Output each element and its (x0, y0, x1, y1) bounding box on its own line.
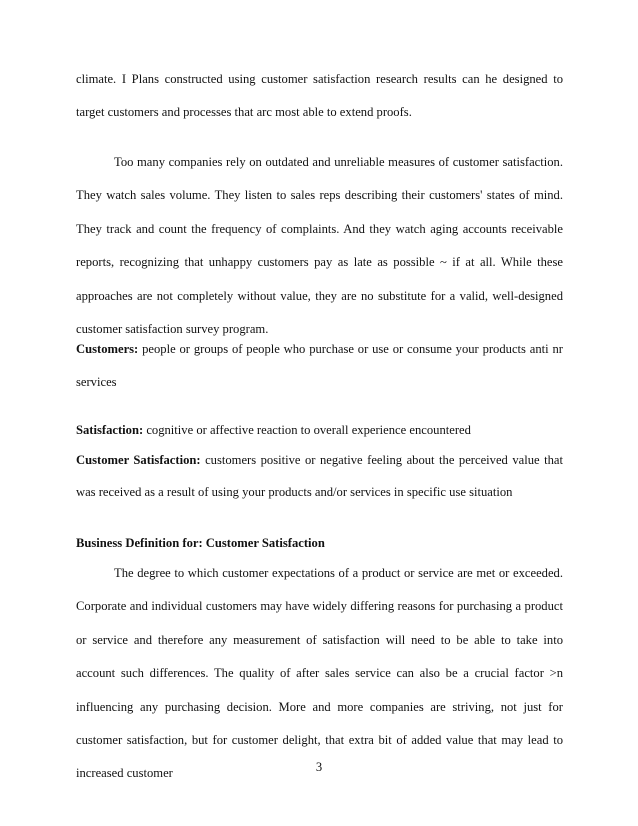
definition-term: Customers: (76, 342, 139, 356)
definition-term: Satisfaction: (76, 423, 144, 437)
definition-customers (76, 333, 563, 400)
page-number: 3 (315, 760, 323, 774)
paragraph-climate: climate. I Plans constructed using customer satisfaction research results can he designed to target customers and processes that arc most able to extend proofs. (76, 72, 563, 120)
definition-text: customers positive or negative feeling about the perceived value that was received as a result of using your products and/or services in specific use situation (76, 453, 563, 499)
section-heading: Business Definition for: Customer Satisfaction (76, 536, 325, 550)
definition-text: people or groups of people who purchase or use or consume your products anti nr services (76, 342, 563, 390)
definition-customer-satisfaction (76, 444, 563, 508)
definition-term: Customer Satisfaction: (76, 453, 201, 467)
paragraph-business-definition: The degree to which customer expectations of a product or service are met or exceeded. Corporate and individual customers may have widely differing reasons for purchasing a product or service and therefore any measurement of satisfaction will need to be able to take into account such differences. The quality of after sales service can also be a crucial factor >n influencing any purchasing decision. More and more companies are striving, not just for customer satisfaction, but for customer delight, that extra bit of added value that may lead to increased customer (76, 566, 563, 781)
definition-satisfaction (76, 419, 563, 441)
paragraph-outdated-measures: Too many companies rely on outdated and unreliable measures of customer satisfaction. They watch sales volume. They listen to sales reps describing their customers' states of mind. They track and count the frequency of complaints. And they watch aging accounts receivable reports, recognizing that unhappy customers pay as late as possible ~ if at all. While these approaches are not completely without value, they are no substitute for a valid, well-designed customer satisfaction survey program. (76, 155, 563, 337)
definition-text: cognitive or affective reaction to overall experience encountered (143, 423, 471, 437)
